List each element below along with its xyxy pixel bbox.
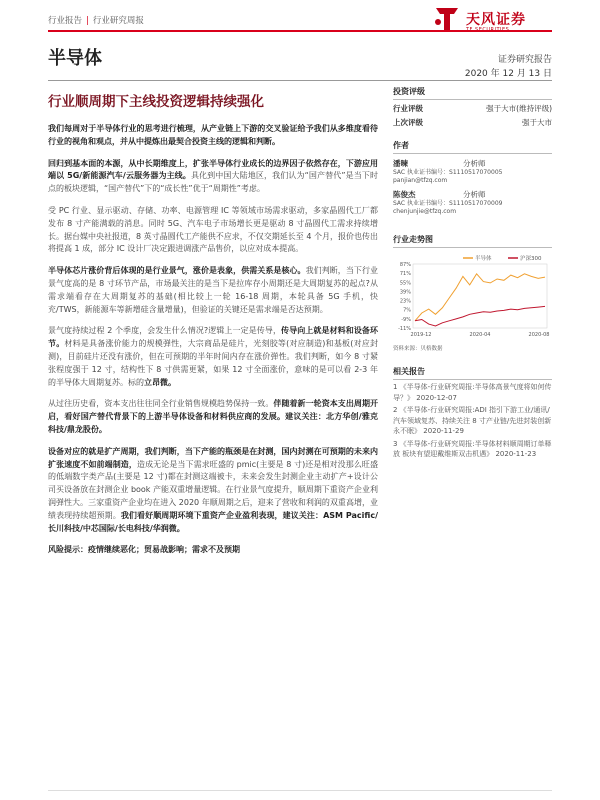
capex-text: 从过往历史看，资本支出往往同全行业销售规模趋势保持一致。 [48, 399, 274, 409]
author-entry [393, 189, 552, 216]
paragraph-fundamentals [48, 158, 378, 196]
related-report-item[interactable] [393, 405, 552, 437]
prev-rating-row [393, 117, 552, 128]
breadcrumb [48, 14, 144, 26]
risk-warning: 风险提示：疫情继续恶化；贸易战影响；需求不及预期 [48, 545, 240, 555]
paragraph-packaging [48, 446, 378, 536]
author-entry [393, 158, 552, 185]
breadcrumb-separator: | [86, 16, 89, 26]
related-report-item[interactable] [393, 439, 552, 460]
y-tick-label: 39% [399, 289, 411, 296]
author-cert: SAC 执业证书编号：S1110517070005 [393, 169, 503, 176]
transmission-text-c: 材料是具备涨价能力的规模弹性，大宗商品是硅片，光刻胶等(对应制造)和基板(对应封测)，目前硅片还没有涨价，但在可预期的半年时间内存在涨价弹性。我们判断，如今 8 寸紧张程度强于 12 寸，结构性下 8 寸供需更紧，如果 12 寸全面涨价，意味的是可以看 2-3 年的半导体大周期复苏。标的 [48, 339, 379, 387]
chart-source: 资料来源：贝格数据 [393, 346, 443, 352]
author-name: 陈俊杰 [393, 190, 416, 199]
y-tick-label: -11% [398, 326, 411, 332]
trend-chart [393, 252, 552, 342]
series-line [415, 274, 545, 321]
packaging-picks: 我们看好顺周期环境下重资产企业盈利表现，建议关注：ASM Pacific/长川科技/中芯国际/长电科技/华润微。 [48, 510, 379, 533]
x-tick-label: 2020-04 [469, 332, 491, 338]
packaging-text: 造成无论是当下需求旺盛的 pmic(主要是 8 寸)还是相对没那么旺盛的低端数字类产品(主要是 12 寸)都在封测这端被卡，未来会发生封测企业主动扩产+设计公司买设备放在封测企业 book 产能双重增量逻辑。在行业景气度提升，顺周期下重资产企业利润弹性大。三家重资产企业均在进入 2020 年顺周期之后，迎来了营收和利润的双重高增，业绩表现持续超预期。 [48, 459, 379, 520]
brand-name: 天风证券 [466, 12, 526, 28]
transmission-text-a: 景气度持续过程 2 个季度，会发生什么情况?逻辑上一定是传导， [48, 326, 282, 336]
related-report-item[interactable] [393, 382, 552, 403]
sidebar [393, 80, 552, 460]
y-tick-label: 23% [399, 298, 411, 305]
paragraph-capacity [48, 205, 378, 256]
transmission-bold: 传导向上就是材料和设备环节。 [48, 326, 379, 349]
transmission-target: 立昂微。 [144, 377, 176, 387]
footer-rule [48, 790, 552, 791]
related-reports [393, 382, 552, 460]
prev-rating-value: 强于大市 [522, 118, 552, 127]
report-headline: 行业顺周期下主线投资逻辑持续强化 [48, 94, 264, 110]
industry-rating-label: 行业评级 [393, 104, 423, 113]
legend-label: 沪深300 [520, 256, 542, 262]
industry-rating-value: 强于大市(维持评级) [486, 104, 552, 113]
related-report-date: 2020-11-29 [423, 427, 464, 435]
y-tick-label: 55% [399, 280, 411, 287]
rating-heading: 投资评级 [393, 86, 552, 100]
fundamentals-bold: 回归到基本面的本源，从中长期维度上，扩张半导体行业成长的边界因子依然存在，下游应用端以 5G/新能源汽车/云服务器为主线。 [48, 158, 378, 181]
related-heading: 相关报告 [393, 366, 552, 380]
legend-label: 半导体 [475, 256, 492, 262]
price-bold: 半导体芯片涨价背后体现的是行业景气，涨价是表象，供需关系是核心。 [48, 266, 306, 276]
report-department: 证券研究报告 [497, 55, 552, 65]
price-text: 我们判断，当下行业景气度高的是 8 寸环节产品，市场最关注的是当下是拉库存小周期还是大周期复苏的起点?从需求端看存在大周期复苏的基础(相比较上一轮 16-18 周期，本轮具备 5G 手机，快充/TWS，新能源车等新增硅含量增量)，但验证的关键还是需求端是否达预期。 [48, 266, 379, 314]
author-name: 潘暕 [393, 159, 408, 168]
paragraph-transmission [48, 325, 378, 389]
brand-logo [432, 6, 552, 38]
paragraph-capex [48, 398, 378, 436]
author-role: 分析师 [463, 190, 486, 199]
packaging-bold: 设备对应的就是扩产周期，我们判断，当下产能的瓶颈是在封测，国内封测在可预期的未来内扩张速度不如前端制造， [48, 446, 378, 469]
related-report-title[interactable]: 1 《半导体-行业研究周报:半导体高景气度将如何传导？》 [393, 383, 552, 402]
author-heading: 作者 [393, 140, 552, 154]
report-date: 2020 年 12 月 13 日 [464, 69, 552, 79]
capacity-text: 受 PC 行业、显示驱动、存储、功率、电源管理 IC 等领域市场需求驱动，多家晶圆代工厂都发布 8 寸产能满载的消息。同时 5G、汽车电子市场增长更是驱动 8 寸晶圆代工需求持续增长。据台媒中央社报道，8 英寸晶圆代工产能供不应求，不仅交期延长至 4 个月，报价也传出将提高 1 成，部分 IC 设计厂决定跟进调涨产品售价，以应对成本提高。 [48, 205, 378, 254]
industry-title: 半导体 [48, 48, 102, 69]
related-report-title[interactable]: 3 《半导体-行业研究周报:半导体材料顺周期订单释放 板块有望迎戴维斯双击机遇》 [393, 439, 552, 458]
paragraph-price [48, 265, 378, 316]
capex-picks: 建议关注：北方华创/雅克科技/鼎龙股份。 [48, 412, 379, 434]
paragraph-risk [48, 544, 378, 557]
breadcrumb-report-series: 行业研究周报 [92, 16, 144, 26]
y-tick-label: 87% [399, 262, 411, 268]
related-report-date: 2020-12-07 [416, 393, 457, 402]
y-tick-label: -9% [401, 316, 411, 323]
capex-bold: 伴随着新一轮资本支出周期开启，看好国产替代背景下的上游半导体设备和材料供应商的发展。 [48, 399, 379, 422]
fundamentals-text: 具化到中国大陆地区，我们认为“国产替代”是当下时点的板块逻辑，“国产替代”下的“成长性”优于“周期性”考虑。 [48, 171, 378, 194]
x-tick-label: 2019-12 [410, 332, 432, 338]
report-body [48, 123, 378, 566]
y-tick-label: 71% [399, 271, 411, 278]
author-email[interactable]: panjian@tfzq.com [393, 177, 448, 184]
related-report-date: 2020-11-23 [495, 450, 537, 458]
header-rule [48, 30, 552, 32]
industry-rating-row [393, 103, 552, 114]
x-tick-label: 2020-08 [528, 332, 550, 338]
related-report-title[interactable]: 2 《半导体-行业研究周报:ADI 指引下游工业/通讯/汽车领域复苏、持续关注 8 寸产业链/先进封装创新永不眠》 [393, 406, 552, 435]
y-tick-label: 7% [403, 307, 411, 314]
author-cert: SAC 执业证书编号：S1110517070009 [393, 200, 503, 207]
prev-rating-label: 上次评级 [393, 118, 423, 127]
breadcrumb-report-type: 行业报告 [48, 16, 83, 26]
series-line [415, 306, 545, 326]
chart-plot-area [413, 264, 547, 328]
author-email[interactable]: chenjunjie@tfzq.com [393, 208, 457, 215]
paragraph-intro [48, 123, 378, 149]
author-role: 分析师 [463, 159, 486, 168]
intro-text: 我们每周对于半导体行业的思考进行梳理，从产业链上下游的交叉验证给予我们从多维度看待行业的视角和观点，并从中提炼出最契合投资主线的逻辑和判断。 [48, 124, 378, 146]
chart-heading: 行业走势图 [393, 234, 552, 248]
trend-chart-svg [393, 252, 552, 340]
